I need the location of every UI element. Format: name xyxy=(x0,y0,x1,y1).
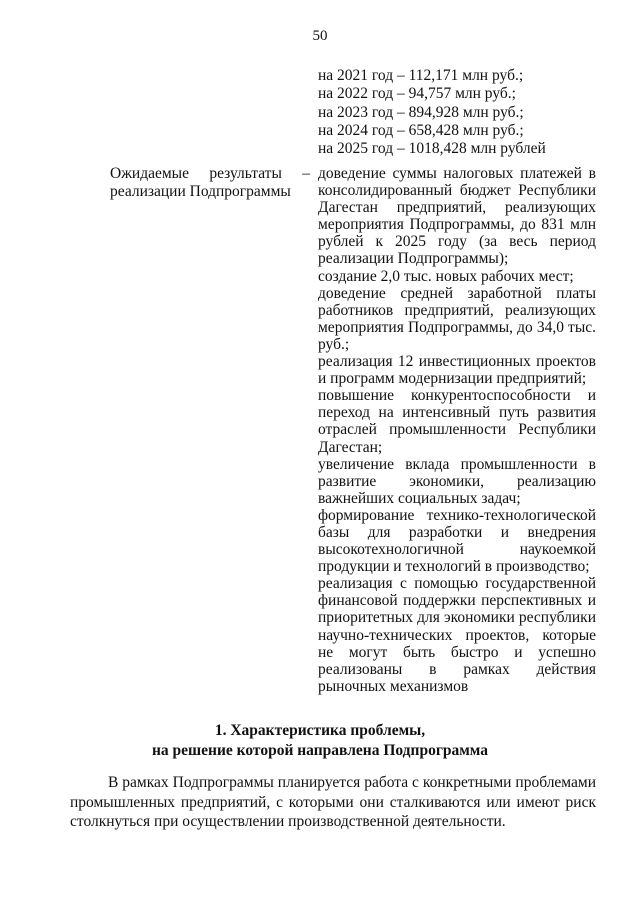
result-item-technology-base: формирование технико-технологической базы для разработки и внедрения высокотехнологичной наукоемкой продукции и технологий в производство; xyxy=(318,506,596,576)
expected-results-label-line1: Ожидаемые результаты – xyxy=(110,165,310,182)
expected-results-label-line2: реализации Подпрограммы xyxy=(110,183,291,201)
page-number: 50 xyxy=(312,28,328,44)
funding-line-2023: на 2023 год – 894,928 млн руб.; xyxy=(318,103,524,121)
result-item-state-support: реализация с помощью государственной финансовой поддержки перспективных и приоритетных для экономики республики научно-технических проектов, которые не могут быть быстро и успешно реализованы в рамках действия рыночных механизмов xyxy=(318,575,596,695)
result-item-new-jobs: создание 2,0 тыс. новых рабочих мест; xyxy=(318,267,574,285)
funding-line-2022: на 2022 год – 94,757 млн руб.; xyxy=(318,85,516,103)
result-item-average-salary: доведение средней заработной платы работников предприятий, реализующих мероприятия Подпрограммы, до 34,0 тыс. руб.; xyxy=(318,284,596,353)
expected-results-list xyxy=(318,165,596,695)
expected-results-label xyxy=(110,165,310,202)
funding-line-2021: на 2021 год – 112,171 млн руб.; xyxy=(318,67,524,84)
funding-line-2024: на 2024 год – 658,428 млн руб.; xyxy=(318,121,524,139)
section-paragraph: В рамках Подпрограммы планируется работа с конкретными проблемами промышленных предприятий, с которыми они сталкиваются или имеют риск столкнуться при осуществлении производственной деятельности. xyxy=(70,774,596,830)
result-item-investment-projects: реализация 12 инвестиционных проектов и программ модернизации предприятий; xyxy=(318,353,596,388)
section-title-line2: на решение которой направлена Подпрограмма xyxy=(152,741,488,759)
section-title xyxy=(0,721,640,760)
result-item-competitiveness: повышение конкурентоспособности и переход на интенсивный путь развития отраслей промышленности Республики Дагестан; xyxy=(318,387,596,456)
section-title-line1: 1. Характеристика проблемы, xyxy=(214,722,426,739)
funding-line-2025: на 2025 год – 1018,428 млн рублей xyxy=(318,140,546,158)
funding-list xyxy=(318,67,608,158)
result-item-tax-payments: доведение суммы налоговых платежей в консолидированный бюджет Республики Дагестан предприятий, реализующих мероприятия Подпрограммы, до 831 млн рублей к 2025 году (за весь период реализации Подпрограммы); xyxy=(318,165,596,268)
result-item-economic-contribution: увеличение вклада промышленности в развитие экономики, реализацию важнейших социальных задач; xyxy=(318,455,596,507)
